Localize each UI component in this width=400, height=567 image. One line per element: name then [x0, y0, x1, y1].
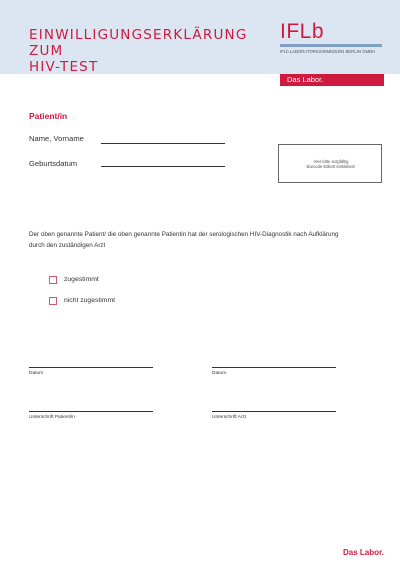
doctor-signature-field[interactable] — [212, 411, 336, 412]
barcode-hint-line-2: Barcode-Etikett einkleben! — [306, 164, 356, 169]
tagline-text: Das Labor. — [287, 75, 324, 84]
consent-statement — [29, 230, 374, 251]
barcode-hint-line-1: Hier bitte sorgfältig — [313, 159, 349, 164]
barcode-hint — [279, 159, 383, 169]
consented-checkbox[interactable] — [49, 276, 57, 284]
patient-signature-label: Unterschrift Patient/in — [29, 415, 75, 420]
patient-section-title: Patient/in — [29, 111, 68, 121]
name-field[interactable] — [101, 143, 225, 144]
date-right-label: Datum — [212, 371, 227, 376]
not-consented-checkbox[interactable] — [49, 297, 57, 305]
date-right-field[interactable] — [212, 367, 336, 368]
logo-wordmark: IFLb — [280, 20, 325, 43]
title-line-2: HIV-TEST — [29, 59, 99, 75]
tagline-banner — [280, 74, 384, 86]
title-line-1: EINWILLIGUNGSERKLÄRUNG ZUM — [29, 27, 248, 59]
date-left-label: Datum — [29, 371, 44, 376]
barcode-sticker-area — [278, 144, 382, 183]
birthdate-field[interactable] — [101, 166, 225, 167]
date-left-field[interactable] — [29, 367, 153, 368]
logo-subtitle: IFLb LABORATORIUMSMEDIZIN BERLIN GMBH — [280, 49, 376, 54]
doctor-signature-label: Unterschrift Arzt — [212, 415, 247, 420]
not-consented-label: nicht zugestimmt — [64, 297, 115, 304]
consent-text-line-1: Der oben genannte Patient/ die oben genannte Patientin hat der serologischen HIV-Diagnostik nach Aufklärung — [29, 231, 339, 238]
name-label: Name, Vorname — [29, 134, 84, 143]
iflb-logo — [280, 21, 384, 59]
consent-text-line-2: durch den zuständigen Arzt — [29, 241, 106, 249]
birthdate-label: Geburtsdatum — [29, 159, 78, 168]
consented-label: zugestimmt — [64, 276, 99, 283]
page-title — [29, 27, 279, 75]
footer-tagline: Das Labor. — [343, 548, 384, 557]
patient-signature-field[interactable] — [29, 411, 153, 412]
logo-bar — [280, 44, 382, 47]
